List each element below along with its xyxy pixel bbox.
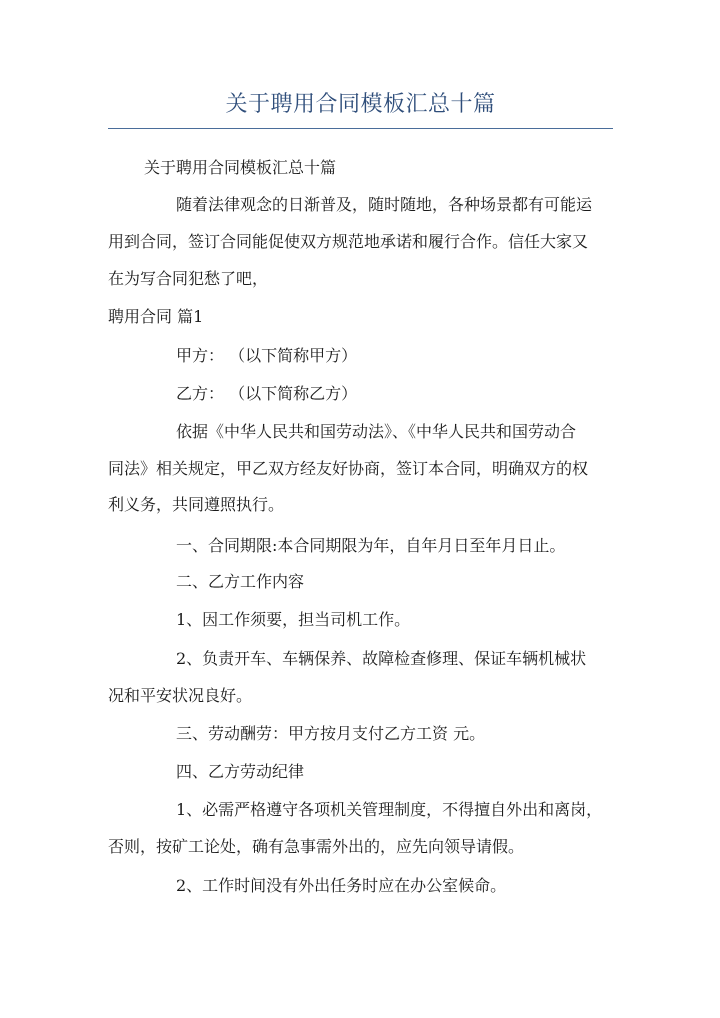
- clause-line: 2、负责开车、车辆保养、故障检查修理、保证车辆机械状: [176, 649, 587, 668]
- party-b-line: 乙方： （以下简称乙方）: [176, 384, 358, 403]
- clause-line: 否则，按矿工论处，确有急事需外出的，应先向领导请假。: [108, 837, 525, 856]
- document-title: 关于聘用合同模板汇总十篇: [225, 92, 496, 117]
- subtitle-line: 关于聘用合同模板汇总十篇: [144, 158, 337, 177]
- paragraph-line: 依据《中华人民共和国劳动法》、《中华人民共和国劳动合: [176, 422, 577, 441]
- paragraph-line: 在为写合同犯愁了吧，: [108, 269, 269, 288]
- title-divider: [108, 128, 613, 129]
- clause-line: 1、因工作须要，担当司机工作。: [176, 610, 411, 629]
- paragraph-line: 利义务，共同遵照执行。: [108, 495, 285, 514]
- clause-line: 一、合同期限:本合同期限为年，自年月日至年月日止。: [176, 536, 566, 555]
- paragraph-line: 同法》相关规定，甲乙双方经友好协商，签订本合同，明确双方的权: [108, 459, 589, 478]
- party-a-line: 甲方： （以下简称甲方）: [176, 346, 358, 365]
- clause-line: 况和平安状况良好。: [108, 686, 253, 705]
- clause-line: 三、劳动酬劳：甲方按月支付乙方工资 元。: [176, 724, 486, 743]
- paragraph-line: 用到合同，签订合同能促使双方规范地承诺和履行合作。信任大家又: [108, 232, 589, 251]
- clause-heading: 二、乙方工作内容: [176, 572, 305, 591]
- paragraph-line: 随着法律观念的日渐普及，随时随地，各种场景都有可能运: [176, 195, 593, 214]
- section-heading: 聘用合同 篇1: [108, 307, 204, 326]
- clause-heading: 四、乙方劳动纪律: [176, 762, 305, 781]
- clause-line: 2、工作时间没有外出任务时应在办公室候命。: [176, 876, 507, 895]
- clause-line: 1、必需严格遵守各项机关管理制度，不得擅自外出和离岗，: [176, 800, 603, 819]
